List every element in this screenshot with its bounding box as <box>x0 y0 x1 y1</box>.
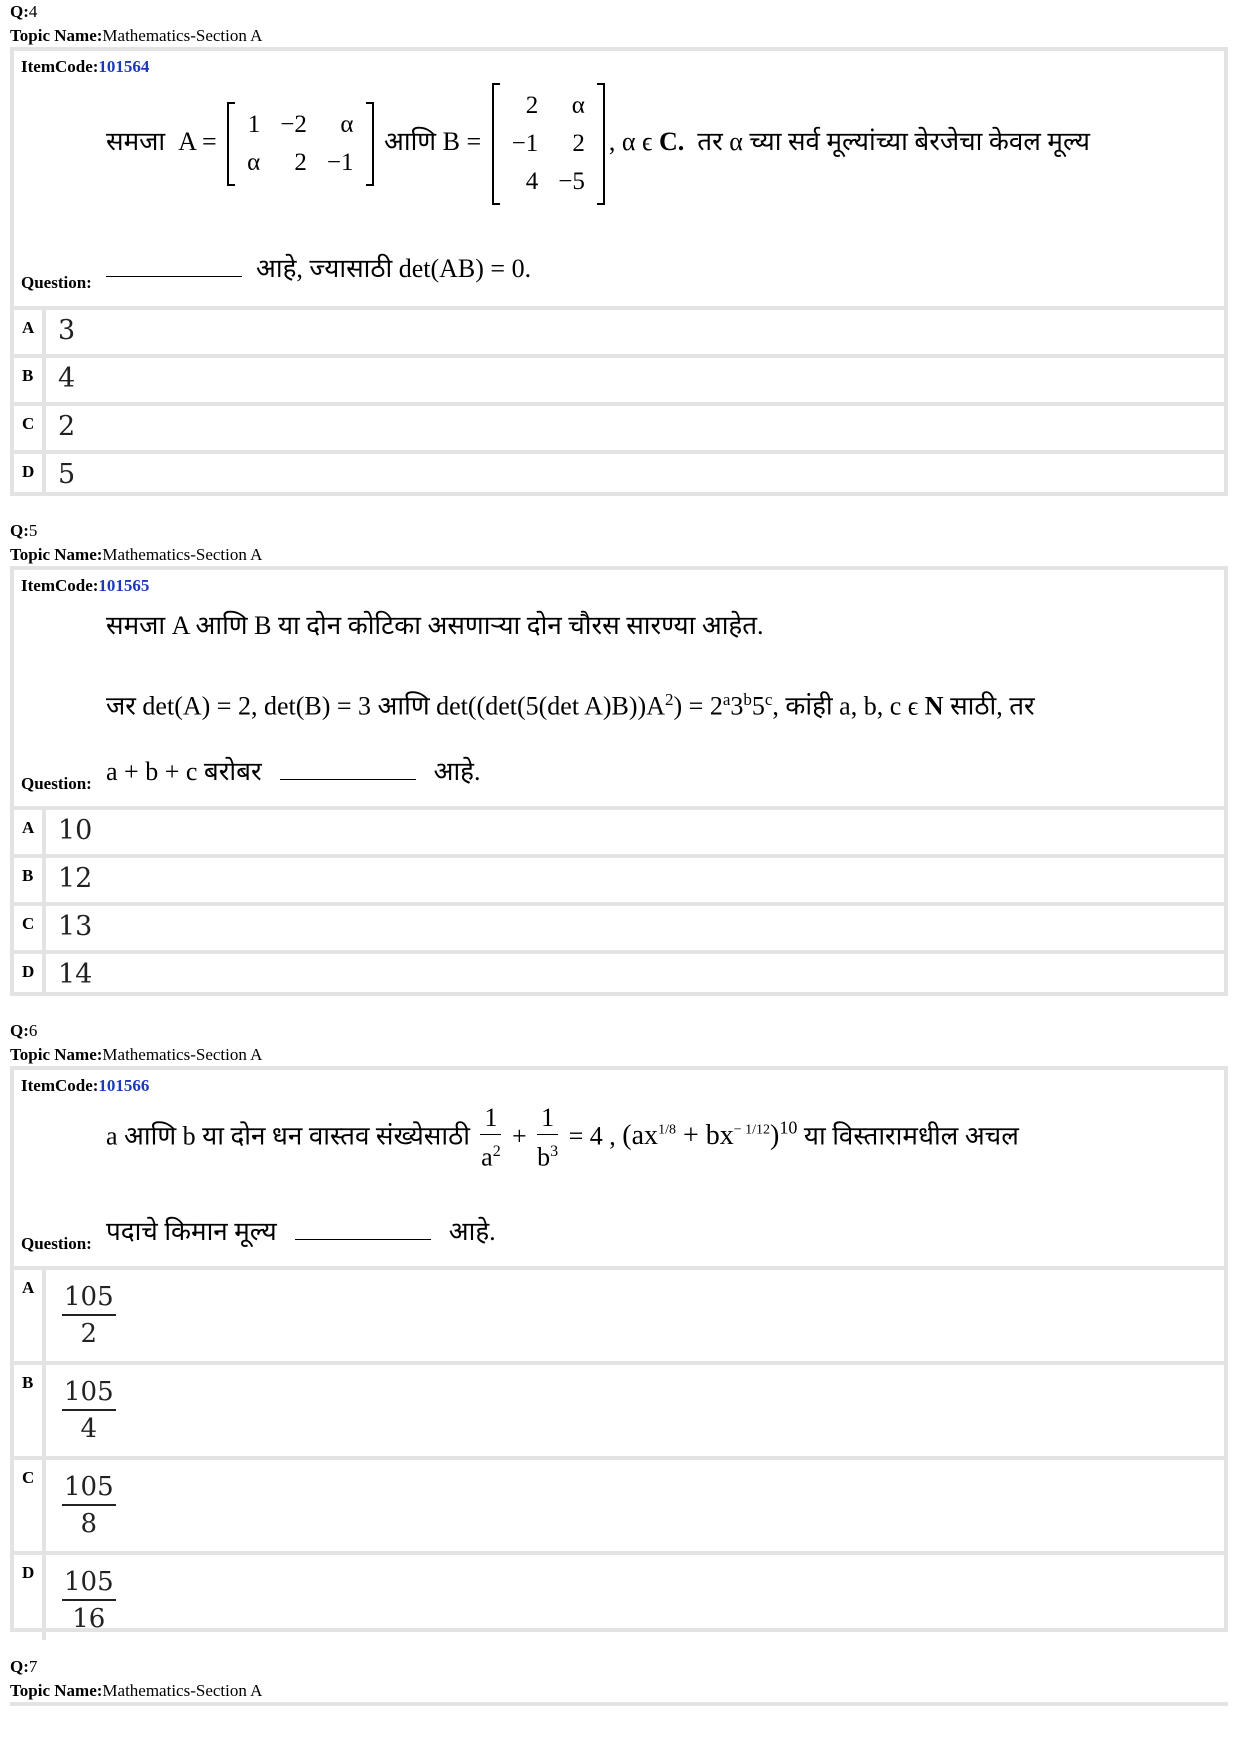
question-label: Question: <box>21 1234 92 1253</box>
question-stem <box>14 570 1224 810</box>
stem-line-2: आहे, ज्यासाठी det(AB) = 0. <box>106 251 531 287</box>
option-c[interactable]: C 105 8 <box>14 1460 1224 1555</box>
item-code: ItemCode:101565 <box>21 576 150 595</box>
topic-name: Topic Name:Mathematics-Section A <box>10 26 263 45</box>
topic-name: Topic Name:Mathematics-Section A <box>10 1045 263 1064</box>
question-number: Q:5 <box>10 521 38 540</box>
option-a[interactable]: A 10 <box>14 810 1224 858</box>
question-header-4 <box>10 0 262 48</box>
option-c[interactable]: C 2 <box>14 406 1224 454</box>
binomial-expression: $(ax^{1/8} + bx^{- 1/12})^{10}$ <box>622 1117 798 1152</box>
option-d[interactable]: D 5 <box>14 454 1224 496</box>
option-d[interactable]: D 105 16 <box>14 1555 1224 1640</box>
stem-line-1: समजा A आणि B या दोन कोटिका असणाऱ्या दोन चौरस सारण्या आहेत. <box>106 611 764 640</box>
option-a[interactable]: A 105 2 <box>14 1270 1224 1365</box>
question-label: Question: <box>21 273 92 292</box>
stem-line-3: a + b + c बरोबर आहे. <box>106 757 481 786</box>
option-d[interactable]: D 14 <box>14 954 1224 996</box>
stem-line-1: a आणि b या दोन धन वास्तव संख्येसाठी $\frac{1}{a^2}$ + $\frac{1}{b^3}$ = 4 , $(ax^{1/8} + bx^{- 1/12})^{10}$ या विस्तारामधील अचल <box>106 1102 1019 1175</box>
matrix-b: 2 α −1 2 4 −5 <box>492 85 605 203</box>
option-b[interactable]: B 105 4 <box>14 1365 1224 1460</box>
question-label: Question: <box>21 774 92 793</box>
answer-blank <box>106 276 242 277</box>
item-code: ItemCode:101566 <box>21 1076 150 1095</box>
fraction-1-over-b3: $\frac{1}{b^3}$ <box>537 1103 559 1172</box>
question-stem <box>14 51 1224 310</box>
answer-blank <box>280 779 416 780</box>
option-c[interactable]: C 13 <box>14 906 1224 954</box>
stem-line-2: पदाचे किमान मूल्य आहे. <box>106 1217 496 1246</box>
question-card-6 <box>10 1066 1228 1632</box>
question-header-5 <box>10 519 262 567</box>
question-number: Q:6 <box>10 1021 38 1040</box>
fraction-1-over-a2: $\frac{1}{a^2}$ <box>481 1103 501 1172</box>
answer-blank <box>295 1239 431 1240</box>
option-fraction: 105 4 <box>64 1377 114 1444</box>
question-card-4 <box>10 47 1228 496</box>
option-fraction: 105 16 <box>64 1567 114 1634</box>
option-b[interactable]: B 4 <box>14 358 1224 406</box>
question-number: Q:7 <box>10 1657 38 1676</box>
question-header-6 <box>10 1019 262 1067</box>
option-b[interactable]: B 12 <box>14 858 1224 906</box>
item-code: ItemCode:101564 <box>21 57 150 76</box>
question-header-7 <box>10 1655 262 1703</box>
card-top-border <box>10 1702 1228 1706</box>
matrix-a: 1 −2 α α 2 −1 <box>227 104 373 184</box>
topic-name: Topic Name:Mathematics-Section A <box>10 1681 263 1700</box>
option-fraction: 105 8 <box>64 1472 114 1539</box>
option-fraction: 105 2 <box>64 1282 114 1349</box>
stem-line-2: जर det(A) = 2, det(B) = 3 आणि det((det(5(det $A)B))A^2) = 2^a3^b5^c$, कांही a, b, c ϵ N साठी, तर <box>106 690 1035 721</box>
question-card-5 <box>10 566 1228 996</box>
stem-line-1: समजा A = 1 −2 α α 2 −1 आणि B = 2 α −1 2 4 −5 , α ϵ C. तर α च्या सर्व मूल्यांच्या बेरजेचा केवल मूल्य <box>106 85 1090 203</box>
option-a[interactable]: A 3 <box>14 310 1224 358</box>
topic-name: Topic Name:Mathematics-Section A <box>10 545 263 564</box>
question-number: Q:4 <box>10 2 38 21</box>
question-stem <box>14 1070 1224 1270</box>
